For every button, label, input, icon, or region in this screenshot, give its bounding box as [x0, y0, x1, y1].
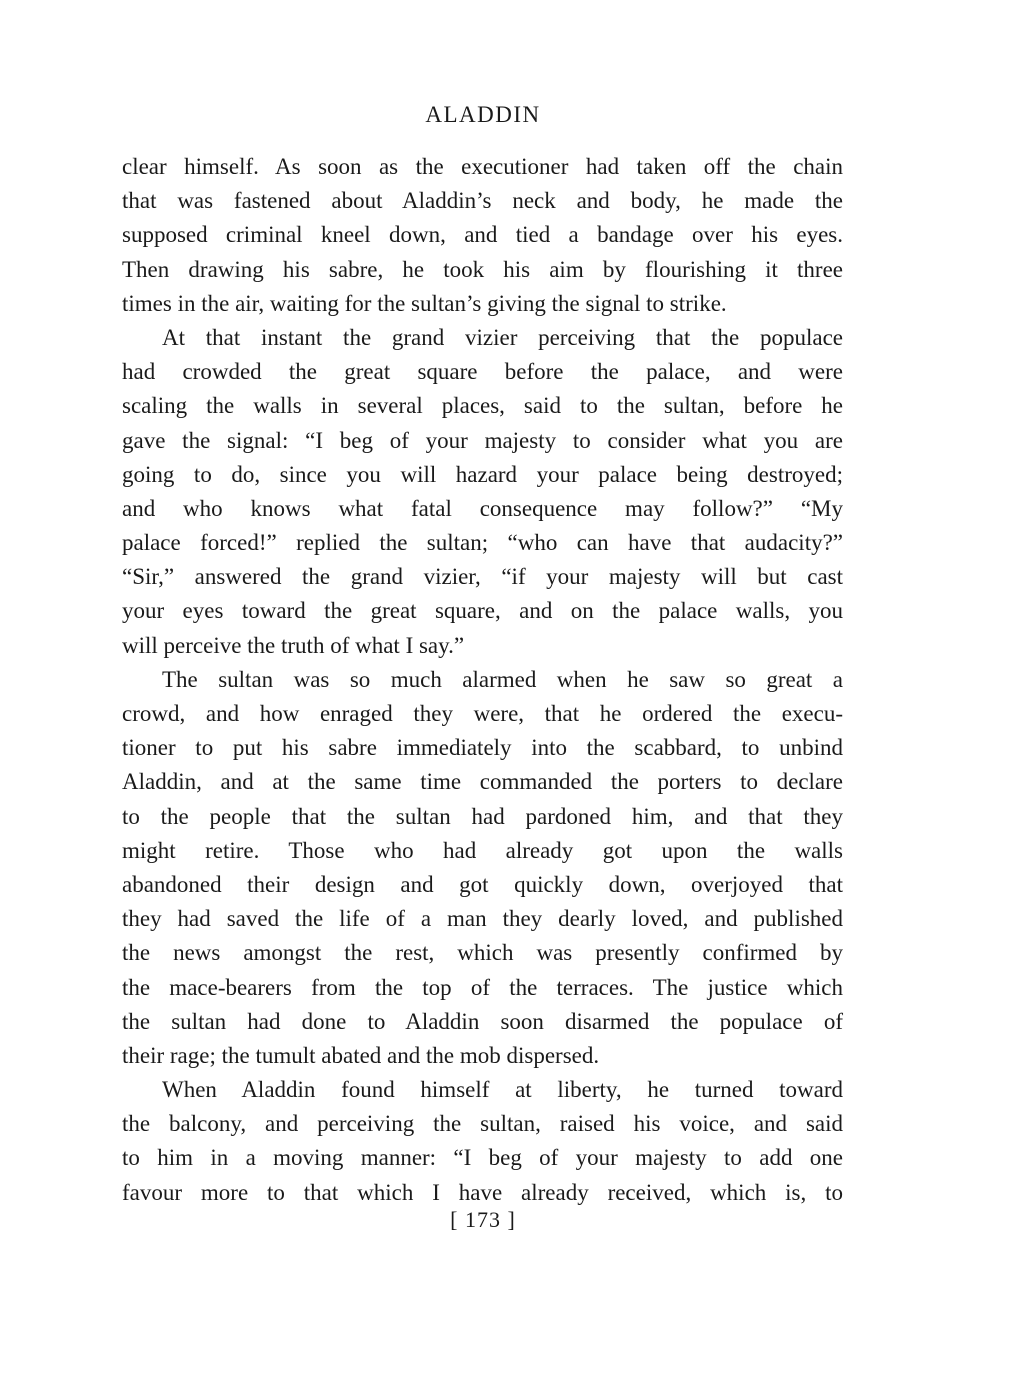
- text-line: that was fastened about Aladdin’s neck and body, he made the: [122, 188, 843, 214]
- text-line: to him in a moving manner: “I beg of your majesty to add one: [122, 1145, 843, 1171]
- text-line: they had saved the life of a man they dearly loved, and published: [122, 906, 843, 932]
- text-line: clear himself. As soon as the executioner had taken off the chain: [122, 154, 843, 179]
- page-body-text: [122, 150, 843, 1210]
- text-line: The sultan was so much alarmed when he saw so great a: [162, 666, 843, 692]
- text-line: crowd, and how enraged they were, that he ordered the execu-: [122, 701, 843, 726]
- running-head: ALADDIN: [425, 102, 541, 127]
- text-line: their rage; the tumult abated and the mob dispersed.: [122, 1042, 600, 1068]
- text-line: favour more to that which I have already received, which is, to: [122, 1179, 843, 1205]
- text-line: your eyes toward the great square, and on the palace walls, you: [122, 598, 843, 624]
- text-line: gave the signal: “I beg of your majesty to consider what you are: [122, 427, 843, 453]
- text-line: going to do, since you will hazard your palace being destroyed;: [122, 461, 843, 487]
- text-line: Aladdin, and at the same time commanded the porters to declare: [122, 769, 843, 795]
- text-line: At that instant the grand vizier perceiving that the populace: [162, 324, 843, 350]
- text-line: palace forced!” replied the sultan; “who can have that audacity?”: [122, 530, 843, 556]
- text-line: the sultan had done to Aladdin soon disarmed the populace of: [122, 1008, 843, 1034]
- text-line: Then drawing his sabre, he took his aim by flourishing it three: [122, 256, 843, 282]
- text-line: the mace-bearers from the top of the terraces. The justice which: [122, 974, 843, 1000]
- text-line: abandoned their design and got quickly down, overjoyed that: [122, 871, 843, 897]
- text-line: to the people that the sultan had pardoned him, and that they: [122, 803, 843, 829]
- text-line: When Aladdin found himself at liberty, he turned toward: [162, 1077, 843, 1103]
- text-line: the balcony, and perceiving the sultan, raised his voice, and said: [122, 1111, 843, 1137]
- text-line: and who knows what fatal consequence may follow?” “My: [122, 495, 843, 521]
- text-line: the news amongst the rest, which was presently confirmed by: [122, 940, 843, 966]
- page-number: [ 173 ]: [450, 1207, 516, 1232]
- text-line: supposed criminal kneel down, and tied a bandage over his eyes.: [122, 222, 843, 248]
- text-line: tioner to put his sabre immediately into the scabbard, to unbind: [122, 735, 843, 761]
- text-line: “Sir,” answered the grand vizier, “if your majesty will but cast: [122, 564, 843, 590]
- text-line: will perceive the truth of what I say.”: [122, 632, 465, 658]
- text-line: had crowded the great square before the palace, and were: [122, 359, 843, 385]
- text-line: times in the air, waiting for the sultan’s giving the signal to strike.: [122, 290, 727, 316]
- text-line: scaling the walls in several places, said to the sultan, before he: [122, 393, 843, 419]
- text-line: might retire. Those who had already got upon the walls: [122, 837, 843, 863]
